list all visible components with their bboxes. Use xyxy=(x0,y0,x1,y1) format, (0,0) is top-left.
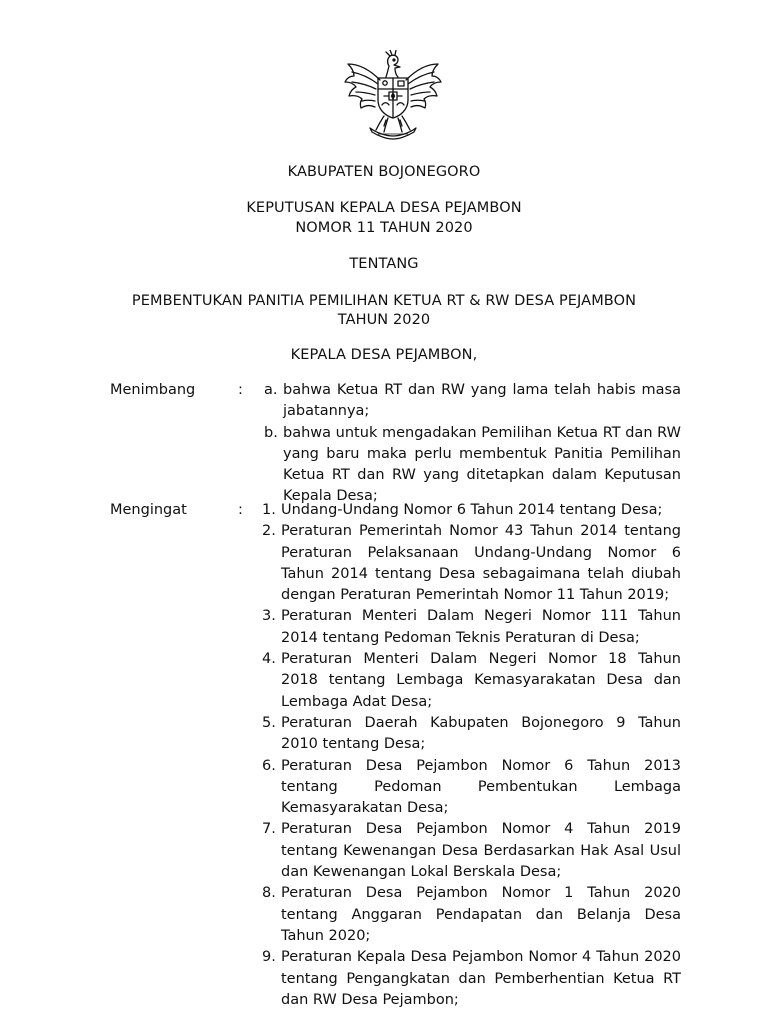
list-item xyxy=(264,423,681,508)
subject-line-2: TAHUN 2020 xyxy=(337,312,431,328)
mengingat-list xyxy=(262,500,681,1011)
decree-number: NOMOR 11 TAHUN 2020 xyxy=(295,220,473,236)
item-text: Peraturan Menteri Dalam Negeri Nomor 111 Tahun 2014 tentang Pedoman Teknis Peraturan di Desa; xyxy=(281,608,681,646)
item-text: Peraturan Kepala Desa Pejambon Nomor 4 Tahun 2020 tentang Pengangkatan dan Pemberhentian Ketua RT dan RW Desa Pejambon; xyxy=(281,949,681,1008)
mengingat-colon: : xyxy=(238,502,243,518)
subject-line-1: PEMBENTUKAN PANITIA PEMILIHAN KETUA RT & RW DESA PEJAMBON xyxy=(131,293,637,309)
item-number: 2. xyxy=(262,523,276,540)
decree-title: KEPUTUSAN KEPALA DESA PEJAMBON xyxy=(246,200,522,216)
item-text: bahwa Ketua RT dan RW yang lama telah habis masa jabatannya; xyxy=(283,382,681,420)
item-number: 3. xyxy=(262,608,276,625)
list-item xyxy=(264,380,681,423)
list-item xyxy=(262,947,681,1011)
about-heading: TENTANG xyxy=(349,256,419,272)
item-number: 4. xyxy=(262,651,276,668)
item-text: Peraturan Menteri Dalam Negeri Nomor 18 Tahun 2018 tentang Lembaga Kemasyarakatan Desa dan Lembaga Adat Desa; xyxy=(281,651,681,710)
list-item xyxy=(262,883,681,947)
list-item xyxy=(262,756,681,820)
list-item xyxy=(262,521,681,606)
item-number: 6. xyxy=(262,757,276,774)
list-item xyxy=(262,713,681,756)
item-number: 8. xyxy=(262,885,276,902)
item-text: Undang-Undang Nomor 6 Tahun 2014 tentang Desa; xyxy=(281,502,663,518)
list-item xyxy=(262,649,681,713)
mengingat-label: Mengingat xyxy=(110,502,187,518)
item-text: Peraturan Pemerintah Nomor 43 Tahun 2014 tentang Peraturan Pelaksanaan Undang-Undang Nomor 6 Tahun 2014 tentang Desa sebagaimana telah diubah dengan Peraturan Pemerintah Nomor 11 Tahun 2019; xyxy=(281,523,681,604)
list-item xyxy=(262,500,681,521)
item-number: a. xyxy=(264,382,278,398)
garuda-emblem-icon xyxy=(340,50,446,140)
item-text: Peraturan Desa Pejambon Nomor 6 Tahun 2013 tentang Pedoman Pembentukan Lembaga Kemasyarakatan Desa; xyxy=(281,757,681,817)
menimbang-label: Menimbang xyxy=(110,382,196,398)
item-number: 7. xyxy=(262,821,276,838)
issuer-heading: KEPALA DESA PEJAMBON, xyxy=(290,347,478,363)
item-number: b. xyxy=(264,424,278,441)
list-item xyxy=(262,819,681,883)
regency-heading: KABUPATEN BOJONEGORO xyxy=(287,164,481,180)
list-item xyxy=(262,606,681,649)
menimbang-list xyxy=(264,380,681,508)
item-text: Peraturan Daerah Kabupaten Bojonegoro 9 Tahun 2010 tentang Desa; xyxy=(281,714,681,753)
item-number: 9. xyxy=(262,949,276,966)
menimbang-colon: : xyxy=(238,382,243,398)
item-number: 1. xyxy=(262,502,276,518)
item-text: Peraturan Desa Pejambon Nomor 1 Tahun 2020 tentang Anggaran Pendapatan dan Belanja Desa Tahun 2020; xyxy=(281,885,681,944)
item-number: 5. xyxy=(262,714,276,731)
item-text: Peraturan Desa Pejambon Nomor 4 Tahun 2019 tentang Kewenangan Desa Berdasarkan Hak Asal Usul dan Kewenangan Lokal Berskala Desa; xyxy=(281,821,681,881)
item-text: bahwa untuk mengadakan Pemilihan Ketua RT dan RW yang baru maka perlu membentuk Panitia Pemilihan Ketua RT dan RW yang ditetapkan dalam Keputusan Kepala Desa; xyxy=(283,424,681,505)
